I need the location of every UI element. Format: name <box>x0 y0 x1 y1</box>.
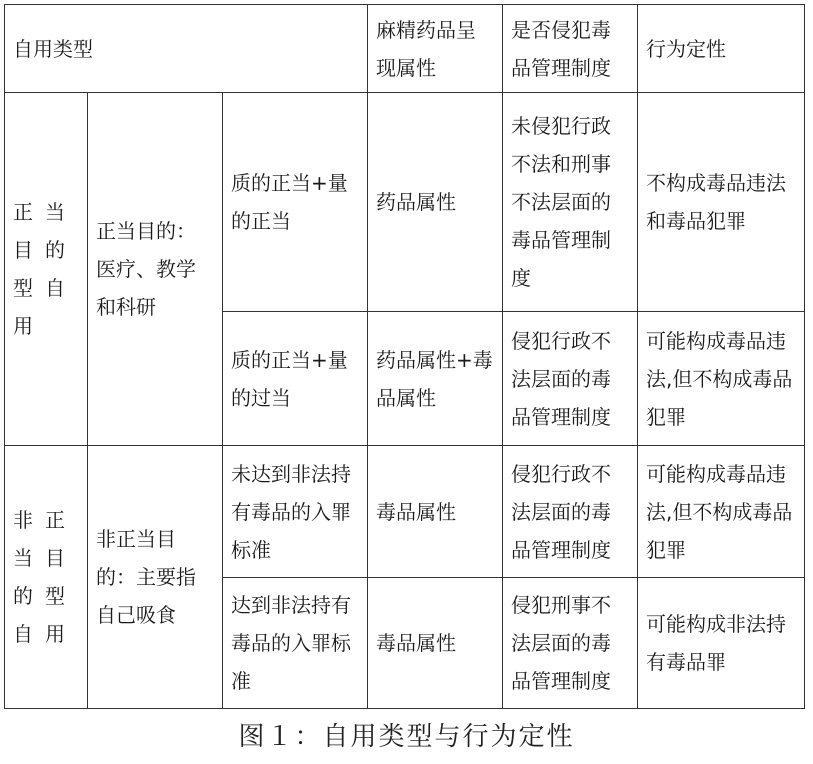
header-row <box>5 5 805 93</box>
purpose-illegitimate: 非正当目的：主要指自己吸食 <box>88 446 223 709</box>
infringe-cell: 侵犯行政不法层面的毒品管理制度 <box>503 312 638 446</box>
attribute-cell: 药品属性+毒品属性 <box>368 312 503 446</box>
table-row <box>5 93 805 312</box>
purpose-legitimate: 正当目的：医疗、教学和科研 <box>88 93 223 446</box>
infringe-cell: 侵犯刑事不法层面的毒品管理制度 <box>503 578 638 709</box>
infringe-cell: 侵犯行政不法层面的毒品管理制度 <box>503 446 638 578</box>
quality-cell: 质的正当+量的过当 <box>223 312 368 446</box>
quality-cell: 达到非法持有毒品的入罪标准 <box>223 578 368 709</box>
group-label-illegitimate: 非正当目的型自用 <box>5 446 88 709</box>
figure-caption: 图１：自用类型与行为定性 <box>238 722 575 752</box>
nature-cell: 可能构成毒品违法,但不构成毒品犯罪 <box>638 312 805 446</box>
quality-cell: 质的正当+量的正当 <box>223 93 368 312</box>
nature-cell: 可能构成毒品违法,但不构成毒品犯罪 <box>638 446 805 578</box>
attribute-cell: 药品属性 <box>368 93 503 312</box>
nature-cell: 可能构成非法持有毒品罪 <box>638 578 805 709</box>
header-self-use-type: 自用类型 <box>5 5 368 93</box>
attribute-cell: 毒品属性 <box>368 446 503 578</box>
quality-cell: 未达到非法持有毒品的入罪标准 <box>223 446 368 578</box>
nature-cell: 不构成毒品违法和毒品犯罪 <box>638 93 805 312</box>
header-attribute: 麻精药品呈现属性 <box>368 5 503 93</box>
table-row <box>5 446 805 578</box>
header-infringe: 是否侵犯毒品管理制度 <box>503 5 638 93</box>
infringe-cell: 未侵犯行政不法和刑事不法层面的毒品管理制度 <box>503 93 638 312</box>
self-use-classification-table <box>4 4 805 709</box>
group-label-legitimate: 正当目的型自用 <box>5 93 88 446</box>
attribute-cell: 毒品属性 <box>368 578 503 709</box>
header-nature: 行为定性 <box>638 5 805 93</box>
